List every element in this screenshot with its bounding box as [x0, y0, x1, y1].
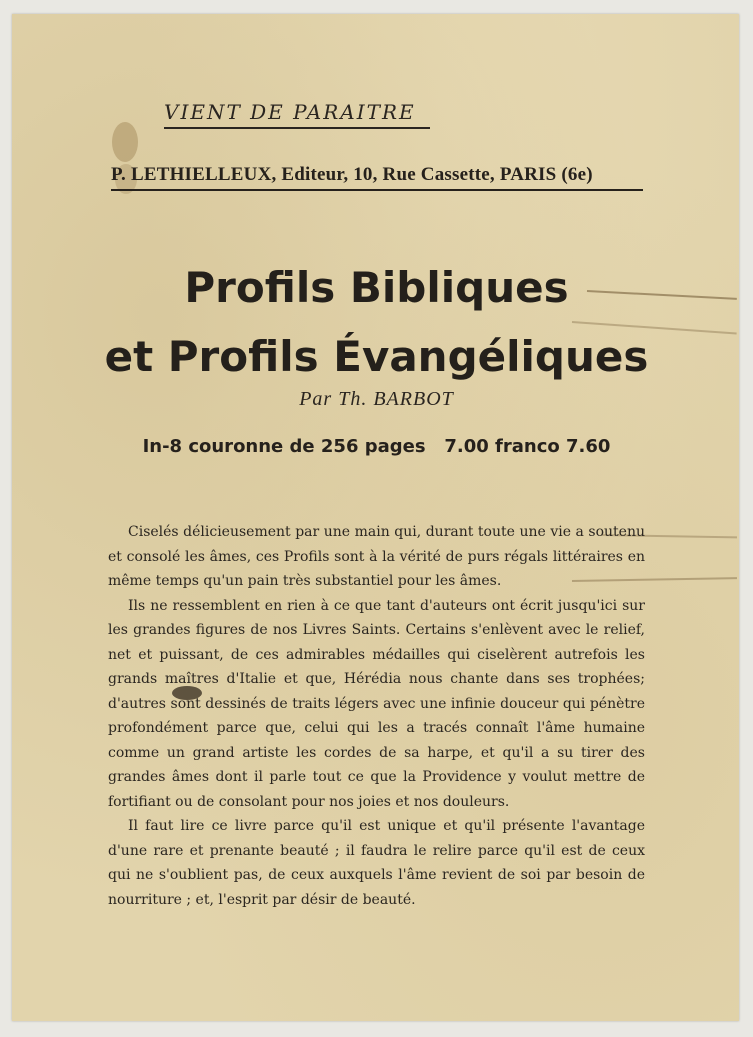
description-body [108, 520, 645, 912]
description-paragraph: Ciselés délicieusement par une main qui, durant toute une vie a soutenu et consolé les âmes, ces Profils sont à la vérité de purs régals littéraires en même temps qu'un pain très substantiel pour les âmes. [108, 524, 645, 589]
book-title-line-1: Profils Bibliques [184, 263, 569, 312]
description-paragraph: Il faut lire ce livre parce qu'il est unique et qu'il présente l'avantage d'une rare et prenante beauté ; il faudra le relire parce qu'il est de ceux qui ne s'oublient pas, de ceux auxquels l'âme revient de soi par besoin de nourriture ; et, l'esprit par désir de beauté. [108, 818, 645, 908]
announcement-heading: VIENT DE PARAITRE [164, 100, 430, 129]
publisher-line: P. LETHIELLEUX, Editeur, 10, Rue Cassette, PARIS (6e) [111, 164, 643, 191]
book-title-line-2: et Profils Évangéliques [104, 332, 649, 381]
description-paragraph: Ils ne ressemblent en rien à ce que tant d'auteurs ont écrit jusqu'ici sur les grandes figures de nos Livres Saints. Certains s'enlèvent avec le relief, net et puissant, de ces admirables médailles qui ciselèrent autrefois les grands maîtres d'Italie et que, Hérédia nous chante dans ses trophées; d'autres sont dessinés de traits légers avec une infinie douceur qui pénètre profondément parce que, celui qui les a tracés connaît l'âme humaine comme un grand artiste les cordes de sa harpe, et qu'il a su tirer des grandes âmes dont il parle tout ce que la Providence y voulut mettre de fortifiant ou de consolant pour nos joies et nos douleurs. [108, 597, 645, 810]
book-author: Par Th. BARBOT [299, 388, 454, 410]
book-format-price: In-8 couronne de 256 pages 7.00 franco 7.60 [142, 436, 611, 457]
ink-stain [112, 122, 138, 162]
